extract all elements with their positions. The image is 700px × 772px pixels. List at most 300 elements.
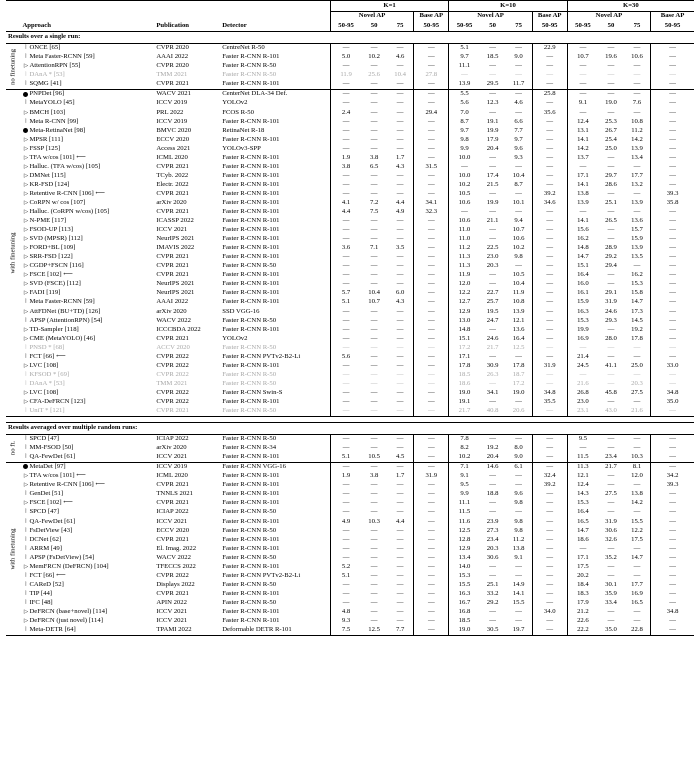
value-cell: — [651, 262, 694, 271]
value-cell: — [330, 398, 361, 407]
value-cell: — [396, 280, 404, 288]
value-cell: — [370, 126, 378, 134]
value-cell: — [330, 316, 361, 325]
value-cell: 22.7 [486, 289, 499, 297]
value-cell: 34.1 [486, 388, 499, 396]
publication-cell: APIN 2022 [156, 598, 187, 606]
value-cell: 17.7 [631, 580, 643, 588]
value-cell: — [396, 562, 404, 570]
detector-cell: Faster R-CNN R-101 [222, 162, 280, 170]
value-cell: — [567, 108, 598, 117]
approach-cell [21, 53, 155, 62]
detector-cell: Faster R-CNN R-50 [221, 407, 330, 417]
value-cell: 23.0 [486, 253, 499, 261]
value-cell: 10.2 [368, 53, 380, 61]
value-cell: 17.4 [486, 171, 499, 179]
approach-cell [21, 199, 155, 208]
approach-name: Meta R-CNN [99] [29, 117, 79, 125]
value-cell: — [532, 226, 567, 235]
value-cell: — [489, 499, 496, 507]
value-cell: — [607, 44, 615, 52]
value-cell: 15.3 [567, 316, 598, 325]
publication-cell: TMM 2021 [156, 71, 188, 79]
approach-cell [21, 353, 155, 362]
table-row [6, 117, 694, 126]
value-cell: — [651, 135, 694, 144]
value-cell: — [370, 435, 378, 443]
value-cell: — [633, 444, 641, 452]
table-row [6, 599, 694, 608]
value-cell: — [651, 344, 694, 353]
value-cell: 9.8 [514, 499, 523, 507]
publication-cell: El. Imag. 2022 [156, 544, 197, 552]
table-row [6, 481, 694, 490]
value-cell: — [489, 617, 496, 625]
value-cell: — [651, 62, 694, 71]
value-cell: — [567, 444, 598, 453]
value-cell: 7.6 [632, 99, 642, 107]
value-cell: 24.6 [486, 334, 499, 342]
header-detector: Detector [221, 22, 330, 32]
value-cell: — [370, 325, 378, 333]
value-cell: — [567, 344, 598, 353]
value-cell: — [370, 171, 378, 179]
detector-cell: Faster R-CNN R-101 [222, 235, 280, 243]
value-cell: — [489, 208, 496, 216]
value-cell: — [532, 499, 567, 508]
detector-cell: Faster R-CNN R-50 [222, 508, 277, 516]
value-cell: — [651, 53, 694, 62]
value-cell: — [396, 571, 404, 579]
value-cell: — [396, 580, 404, 588]
value-cell: — [396, 508, 404, 516]
approach-cell [21, 554, 155, 563]
value-cell: 34.0 [532, 608, 567, 617]
value-cell: 12.3 [486, 99, 499, 107]
value-cell: — [489, 162, 496, 170]
triangle-icon: ▷ [23, 618, 29, 625]
value-cell: 16.4 [567, 508, 598, 517]
value-cell: 19.1 [486, 117, 499, 125]
triangle-icon: ▷ [23, 362, 29, 369]
value-cell: 9.6 [514, 144, 523, 152]
header-novel-ap-k30: Novel AP [567, 12, 650, 22]
value-cell: — [396, 463, 404, 471]
value-cell: 18.5 [449, 617, 480, 626]
value-cell: 16.9 [567, 335, 598, 344]
value-cell: 19.6 [605, 53, 617, 61]
approach-name: N-PME [117] [29, 217, 67, 225]
value-cell: 23.9 [486, 517, 499, 525]
value-cell: — [370, 388, 378, 396]
value-cell: — [651, 463, 694, 473]
value-cell: — [532, 526, 567, 535]
value-cell: — [532, 599, 567, 608]
value-cell: — [414, 526, 449, 535]
value-cell: 4.1 [330, 199, 361, 208]
value-cell: 6.1 [514, 463, 523, 471]
value-cell: 9.8 [514, 253, 523, 261]
approach-name: MM-FSOD [50] [29, 444, 74, 452]
value-cell: — [651, 554, 694, 563]
value-cell: 22.2 [567, 626, 598, 636]
value-cell: 12.1 [512, 316, 525, 324]
value-cell: 10.0 [449, 154, 480, 163]
value-cell: 12.9 [449, 544, 480, 553]
value-cell: 7.7 [514, 126, 523, 134]
table-row [6, 526, 694, 535]
value-cell: 19.5 [486, 307, 499, 315]
value-cell: — [515, 435, 522, 443]
value-cell: — [396, 262, 404, 270]
detector-cell: Faster R-CNN R-50 [222, 553, 277, 561]
table-row [6, 262, 694, 271]
detector-cell: Faster R-CNN R-101 [222, 135, 280, 143]
triangle-icon: ▷ [23, 181, 29, 188]
value-cell: — [330, 307, 361, 316]
value-cell: — [370, 617, 378, 625]
approach-name: MPSR [111] [29, 135, 63, 143]
value-cell: — [396, 544, 404, 552]
value-cell: — [515, 508, 522, 516]
header-base-k10-5095: 50-95 [532, 22, 567, 32]
value-cell: — [370, 544, 378, 552]
value-cell: — [387, 407, 414, 417]
detector-cell: Faster R-CNN R-101 [222, 244, 280, 252]
approach-name: FSCE [102] ⟵ [29, 271, 73, 279]
approach-cell [21, 407, 155, 417]
approach-name: UniT * [121] [29, 407, 65, 415]
value-cell: 30.9 [486, 361, 499, 369]
approach-name: KFSOD * [69] [29, 370, 70, 378]
publication-cell: WACV 2021 [156, 90, 191, 98]
value-cell: 5.6 [449, 99, 480, 108]
value-cell: — [607, 325, 615, 333]
value-cell: 5.1 [330, 572, 361, 581]
value-cell: — [330, 262, 361, 271]
header-base-k1-5095: 50-95 [414, 22, 449, 32]
value-cell: — [414, 544, 449, 553]
value-cell: — [607, 343, 615, 351]
paperclip-icon: ⦚ [25, 599, 27, 606]
value-cell: — [651, 590, 694, 599]
paperclip-icon: ⦚ [25, 344, 27, 351]
value-cell: 28.6 [605, 180, 617, 188]
value-cell: 12.9 [449, 307, 480, 316]
value-cell: — [370, 217, 378, 225]
value-cell: 16.0 [567, 280, 598, 289]
value-cell: 18.4 [567, 581, 598, 590]
header-publication: Publication [155, 22, 221, 32]
value-cell: — [607, 370, 615, 378]
value-cell: 39.2 [532, 190, 567, 199]
triangle-icon: ▷ [23, 335, 29, 342]
detector-cell: Faster R-CNN R-34 [222, 444, 277, 452]
table-row [6, 44, 694, 54]
value-cell: 16.5 [631, 598, 643, 606]
publication-cell: CVPR 2022 [156, 571, 189, 579]
approach-name: IFC [48] [29, 598, 53, 606]
value-cell: — [651, 490, 694, 499]
value-cell: — [651, 434, 694, 444]
value-cell: 4.6 [395, 53, 405, 61]
header-approach: Approach [21, 22, 155, 32]
value-cell: 17.8 [449, 362, 480, 371]
value-cell: 11.3 [449, 262, 480, 271]
value-cell: — [489, 398, 496, 405]
value-cell: — [396, 379, 404, 387]
approach-name: MetaYOLO [45] [29, 99, 75, 107]
value-cell: — [607, 62, 615, 70]
publication-cell: ECCV 2020 [156, 135, 190, 143]
value-cell: — [633, 262, 641, 270]
value-cell: — [489, 472, 496, 480]
value-cell: 21.4 [567, 353, 598, 362]
value-cell: 18.6 [449, 380, 480, 389]
value-cell: — [370, 99, 378, 107]
table-row [6, 199, 694, 208]
detector-cell: Faster R-CNN R-101 [222, 617, 280, 625]
value-cell: — [515, 162, 522, 170]
value-cell: 15.5 [449, 581, 480, 590]
triangle-icon: ▷ [23, 482, 29, 489]
value-cell: 17.1 [567, 554, 598, 563]
value-cell: 15.3 [631, 280, 643, 288]
value-cell: 10.2 [512, 244, 525, 252]
value-cell: 17.3 [631, 307, 643, 315]
value-cell: — [370, 180, 378, 188]
value-cell: — [633, 352, 641, 360]
approach-name: DAnA * [53] [29, 379, 65, 387]
value-cell: 14.7 [567, 526, 598, 535]
table-row [6, 154, 694, 163]
value-cell: 18.8 [486, 490, 499, 498]
value-cell: — [414, 389, 449, 398]
value-cell: 1.7 [395, 153, 405, 161]
value-cell: — [607, 235, 615, 243]
table-row [6, 298, 694, 307]
value-cell: 31.9 [532, 362, 567, 371]
detector-cell: Faster R-CNN R-50 [222, 598, 277, 606]
value-cell: 33.4 [605, 598, 617, 606]
value-cell: 9.1 [567, 99, 598, 108]
paperclip-icon: ⦚ [25, 554, 27, 561]
value-cell: — [330, 581, 361, 590]
value-cell: — [532, 235, 567, 244]
approach-name: DMNet [115] [29, 171, 66, 179]
approach-name: CFA-DeFRCN [123] [29, 398, 86, 405]
detector-cell: Faster R-CNN R-101 [222, 589, 280, 597]
publication-cell: NeurIPS 2021 [156, 235, 195, 243]
value-cell: — [396, 44, 404, 52]
value-cell: — [607, 571, 615, 579]
value-cell: — [532, 53, 567, 62]
approach-cell [21, 526, 155, 535]
value-cell: — [532, 208, 567, 217]
value-cell: — [515, 62, 522, 70]
value-cell: 31.5 [414, 163, 449, 172]
value-cell: 13.8 [567, 190, 598, 199]
value-cell: — [532, 535, 567, 544]
value-cell: — [330, 590, 361, 599]
publication-cell: BMVC 2020 [156, 126, 192, 134]
value-cell: — [651, 499, 694, 508]
value-cell: — [396, 189, 404, 197]
value-cell: 16.9 [631, 589, 643, 597]
value-cell: 9.7 [449, 53, 480, 62]
value-cell: — [414, 298, 449, 307]
value-cell: — [651, 289, 694, 298]
publication-cell: ICML 2020 [156, 153, 188, 161]
value-cell: — [651, 117, 694, 126]
publication-cell: Electr. 2022 [156, 180, 189, 188]
publication-cell: NeurIPS 2021 [156, 289, 195, 297]
paperclip-icon: ⦚ [25, 491, 27, 498]
header-ap-k1-50: 50 [361, 22, 387, 32]
publication-cell: NeurIPS 2021 [156, 280, 195, 288]
value-cell: — [489, 62, 496, 70]
value-cell: — [532, 407, 567, 417]
value-cell: — [532, 572, 567, 581]
value-cell: — [515, 71, 522, 79]
value-cell: 35.8 [651, 199, 694, 208]
publication-cell: ECCV 2020 [156, 526, 190, 534]
value-cell: — [370, 499, 378, 507]
value-cell: — [361, 407, 387, 417]
triangle-icon: ▷ [23, 308, 29, 315]
header-k30: K=30 [567, 1, 694, 12]
value-cell: 9.3 [514, 153, 523, 161]
value-cell: 10.7 [368, 298, 380, 306]
value-cell: — [567, 208, 598, 217]
value-cell: — [414, 407, 449, 417]
approach-name: SQMG [41] [29, 80, 62, 88]
value-cell: 25.6 [368, 71, 380, 79]
value-cell: 14.1 [512, 589, 525, 597]
value-cell: — [567, 62, 598, 71]
value-cell: — [414, 190, 449, 199]
detector-cell: Faster R-CNN R-101 [222, 171, 280, 179]
value-cell: — [532, 298, 567, 307]
approach-name: Retentive R-CNN [106] ⟵ [29, 481, 105, 489]
approach-cell [21, 62, 155, 71]
value-cell: — [449, 208, 480, 217]
value-cell: 4.4 [330, 208, 361, 217]
triangle-icon: ▷ [23, 263, 29, 270]
table-row [6, 344, 694, 353]
value-cell: 12.4 [567, 117, 598, 126]
publication-cell: CVPR 2021 [156, 499, 189, 507]
value-cell: 25.1 [605, 198, 617, 206]
value-cell: — [414, 626, 449, 636]
value-cell: — [607, 208, 615, 216]
triangle-icon: ▷ [23, 389, 29, 396]
value-cell: 9.8 [514, 517, 523, 525]
value-cell: — [330, 444, 361, 453]
value-cell: 11.6 [449, 517, 480, 526]
value-cell: — [330, 126, 361, 135]
approach-name: Meta Faster-RCNN [59] [29, 53, 95, 61]
value-cell: — [449, 163, 480, 172]
value-cell: 11.9 [512, 289, 525, 297]
value-cell: — [414, 280, 449, 289]
value-cell: 34.1 [414, 199, 449, 208]
value-cell: — [414, 590, 449, 599]
value-cell: 11.2 [512, 535, 525, 543]
approach-cell [21, 181, 155, 190]
value-cell: — [396, 171, 404, 179]
value-cell: 9.8 [514, 526, 523, 534]
value-cell: — [607, 435, 615, 443]
value-cell: 8.1 [632, 463, 642, 471]
value-cell: — [651, 599, 694, 608]
table-row [6, 135, 694, 144]
value-cell: 26.8 [567, 389, 598, 398]
publication-cell: ICCCBDA 2022 [156, 325, 201, 333]
value-cell: 17.2 [449, 344, 480, 353]
value-cell: — [396, 481, 404, 489]
value-cell: 15.9 [631, 235, 643, 243]
publication-cell: ICCV 2021 [156, 517, 188, 525]
value-cell: — [651, 235, 694, 244]
value-cell: — [414, 599, 449, 608]
value-cell: 17.9 [567, 599, 598, 608]
approach-cell [21, 117, 155, 126]
value-cell: — [330, 172, 361, 181]
table-row [6, 453, 694, 463]
value-cell: — [370, 189, 378, 197]
value-cell: — [651, 244, 694, 253]
value-cell: — [607, 444, 615, 452]
table-row [6, 235, 694, 244]
value-cell: — [330, 599, 361, 608]
value-cell: — [633, 108, 641, 116]
value-cell: 20.3 [486, 262, 499, 270]
value-cell: — [532, 517, 567, 526]
value-cell: 8.7 [514, 180, 523, 188]
value-cell: 22.6 [567, 617, 598, 626]
value-cell: — [370, 553, 378, 561]
detector-cell: Faster R-CNN R-101 [222, 226, 280, 234]
table-row [6, 145, 694, 154]
detector-cell: YOLOv2 [222, 99, 248, 107]
value-cell: — [370, 117, 378, 125]
value-cell: — [607, 90, 615, 98]
approach-cell [21, 508, 155, 517]
value-cell: — [414, 608, 449, 617]
value-cell: 11.1 [449, 62, 480, 71]
approach-cell [21, 280, 155, 289]
approach-cell [21, 490, 155, 499]
value-cell: — [414, 325, 449, 334]
value-cell: 13.0 [449, 316, 480, 325]
value-cell: 10.3 [624, 453, 651, 463]
value-cell: — [396, 343, 404, 351]
value-cell: 25.4 [605, 135, 617, 143]
value-cell: 12.2 [449, 289, 480, 298]
paperclip-icon: ⦚ [25, 371, 27, 378]
approach-name: TFA w/cos [101] ⟵ [29, 153, 86, 161]
approach-cell [21, 617, 155, 626]
value-cell: — [651, 444, 694, 453]
value-cell: — [532, 253, 567, 262]
value-cell: — [651, 80, 694, 90]
table-row [6, 590, 694, 599]
approach-cell [21, 398, 155, 407]
detector-cell: Faster R-CNN R-50 [222, 316, 277, 324]
value-cell: 30.1 [605, 580, 617, 588]
value-cell: 29.3 [605, 316, 617, 324]
